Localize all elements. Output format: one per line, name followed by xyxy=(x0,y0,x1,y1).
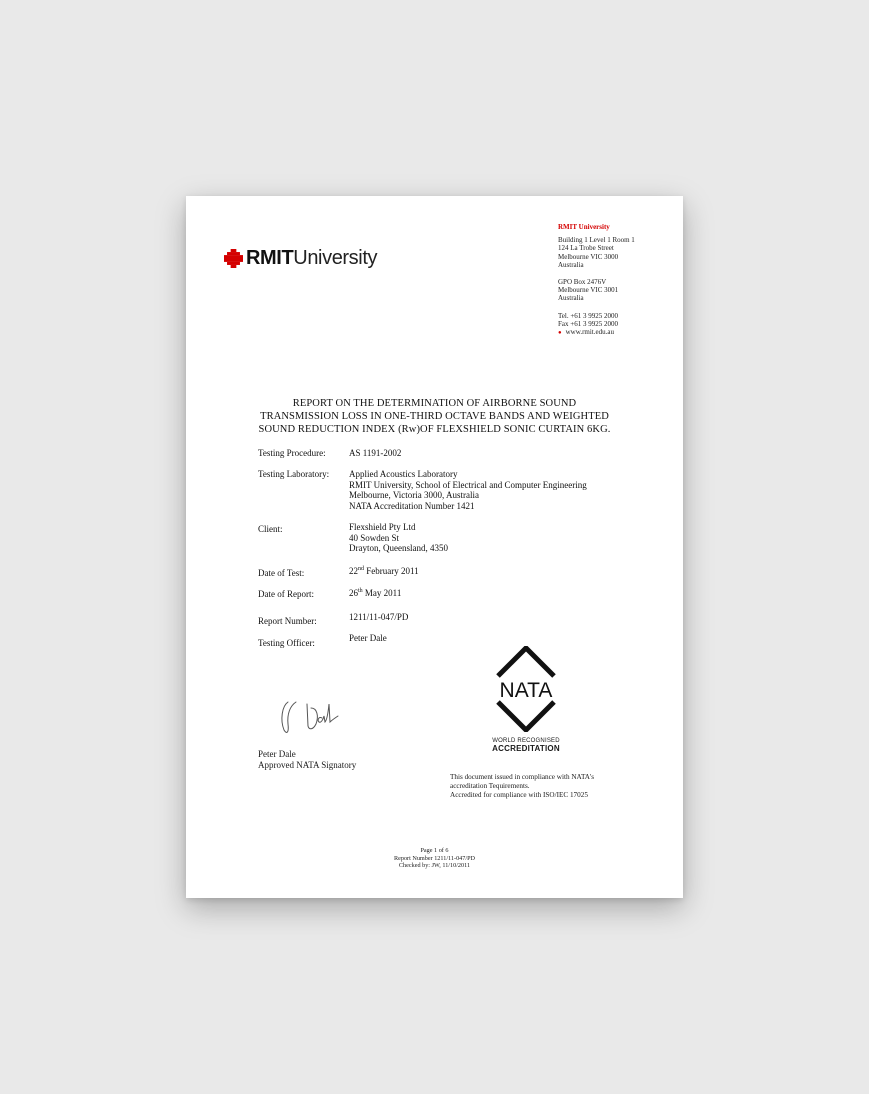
laboratory-value xyxy=(349,469,587,511)
address-line: GPO Box 2476V xyxy=(558,278,607,287)
client-value xyxy=(349,522,448,554)
report-number-label: Report Number: xyxy=(258,616,317,626)
title-line: REPORT ON THE DETERMINATION OF AIRBORNE SOUND xyxy=(292,398,577,409)
address-line: 124 La Trobe Street xyxy=(558,244,614,253)
nata-diamond-icon xyxy=(486,646,566,732)
client-line: 40 Sowden St xyxy=(349,532,400,543)
procedure-value: AS 1191-2002 xyxy=(349,448,402,458)
compliance-line: Accredited for compliance with ISO/IEC 17025 xyxy=(450,790,588,799)
report-day-suffix: th xyxy=(358,588,363,594)
rmit-logo xyxy=(224,245,377,271)
bullet-icon: ● xyxy=(558,330,562,337)
signature-image xyxy=(274,680,364,742)
report-number-value: 1211/11-047/PD xyxy=(349,612,409,622)
procedure-label: Testing Procedure: xyxy=(258,448,326,458)
page-number: Page 1 of 6 xyxy=(420,847,449,854)
title-line: TRANSMISSION LOSS IN ONE-THIRD OCTAVE BANDS AND WEIGHTED xyxy=(260,410,609,422)
laboratory-line: Applied Acoustics Laboratory xyxy=(349,469,458,479)
signatory-role: Approved NATA Signatory xyxy=(258,759,357,770)
nata-accreditation: ACCREDITATION xyxy=(492,744,560,753)
footer-report-number: Report Number 1211/11-047/PD xyxy=(393,854,475,862)
address-org: RMIT University xyxy=(558,223,610,231)
testing-officer-value: Peter Dale xyxy=(349,633,387,643)
address-line: Australia xyxy=(558,260,584,269)
report-day: 26 xyxy=(349,588,358,598)
compliance-line: accreditation Tequirements. xyxy=(450,781,530,790)
test-day-suffix: nd xyxy=(358,566,364,572)
signatory-name: Peter Dale xyxy=(258,749,296,759)
report-title xyxy=(216,398,653,436)
signatory xyxy=(258,749,356,770)
nata-text: NATA xyxy=(499,679,553,702)
web-address: www.rmit.edu.au xyxy=(565,328,614,337)
testing-officer-label: Testing Officer: xyxy=(258,638,315,648)
laboratory-label: Testing Laboratory: xyxy=(258,469,330,479)
page-footer xyxy=(186,847,683,870)
compliance-line: This document issued in compliance with NATA's xyxy=(450,773,595,781)
test-month-year: February 2011 xyxy=(364,566,419,576)
date-of-test-label: Date of Test: xyxy=(258,568,305,578)
laboratory-line: RMIT University, School of Electrical and Computer Engineering xyxy=(349,479,587,490)
date-of-test-value xyxy=(349,564,419,577)
address-line: Australia xyxy=(558,294,584,303)
address-line: Building 1 Level 1 Room 1 xyxy=(558,236,635,245)
title-line: SOUND REDUCTION INDEX (Rw)OF FLEXSHIELD SONIC CURTAIN 6KG. xyxy=(258,423,611,435)
date-of-report-label: Date of Report: xyxy=(258,589,314,599)
nata-logo xyxy=(486,646,566,753)
date-of-report-value xyxy=(349,586,401,599)
rmit-pixel-logo-icon xyxy=(224,249,243,268)
footer-checked-by: Checked by: JW, 11/10/2011 xyxy=(398,862,471,870)
logo-university-text: University xyxy=(293,246,378,269)
university-address xyxy=(558,223,635,337)
address-line: Melbourne VIC 3000 xyxy=(558,252,619,261)
fax-line: Fax +61 3 9925 2000 xyxy=(558,319,618,328)
address-line: Melbourne VIC 3001 xyxy=(558,286,619,295)
nata-world-recognised: WORLD RECOGNISED xyxy=(492,738,560,744)
compliance-statement xyxy=(450,773,594,799)
client-line: Flexshield Pty Ltd xyxy=(349,522,416,532)
client-label: Client: xyxy=(258,524,283,534)
web-line xyxy=(558,328,635,337)
report-month-year: May 2011 xyxy=(362,588,402,598)
laboratory-line: NATA Accreditation Number 1421 xyxy=(349,500,475,511)
phone-line: Tel. +61 3 9925 2000 xyxy=(558,311,619,320)
laboratory-line: Melbourne, Victoria 3000, Australia xyxy=(349,490,480,501)
test-day: 22 xyxy=(349,566,358,576)
report-page xyxy=(186,196,683,898)
logo-rmit-text: RMIT xyxy=(246,246,294,269)
client-line: Drayton, Queensland, 4350 xyxy=(349,543,448,554)
